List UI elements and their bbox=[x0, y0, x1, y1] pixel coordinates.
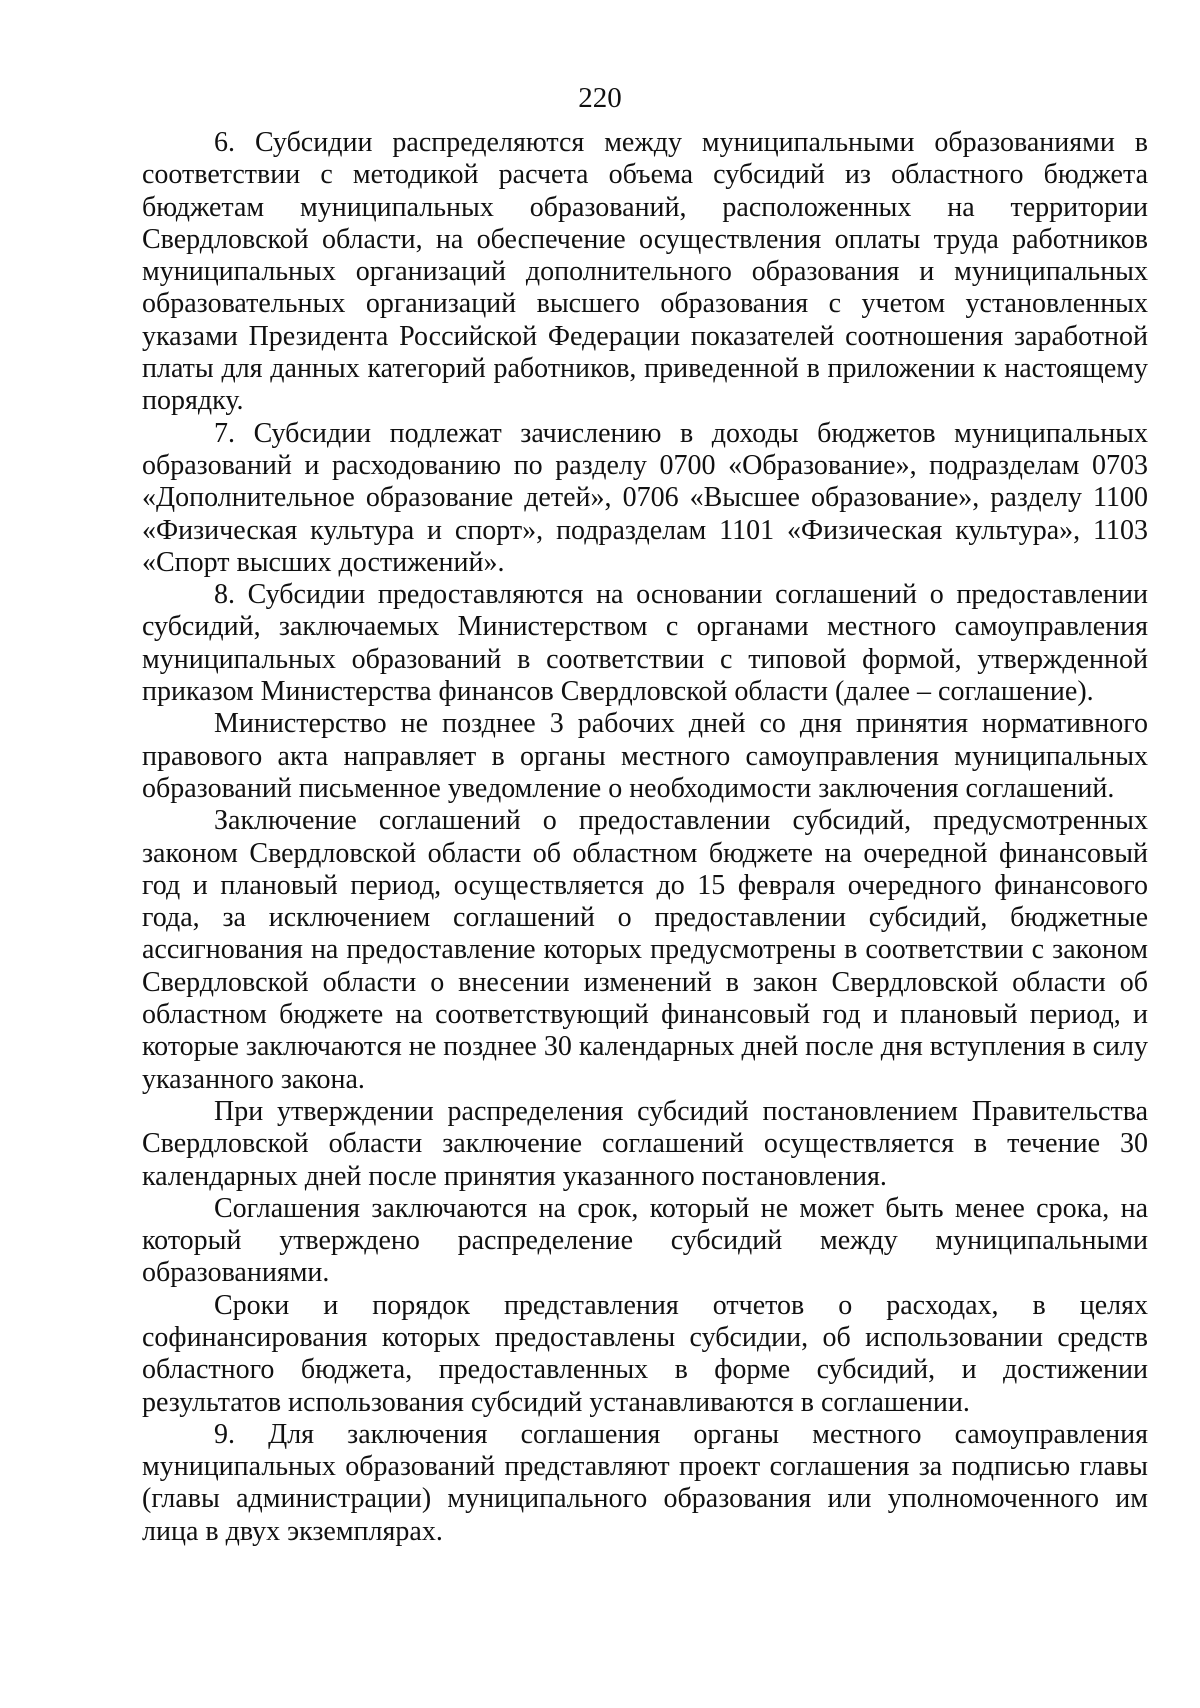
paragraph-8: 8. Субсидии предоставляются на основании соглашений о предоставлении субсидий, заключаемых Министерством с органами местного самоуправления муниципальных образований в соответствии с типовой формой, утвержденной приказом Министерства финансов Свердловской области (далее – соглашение). bbox=[142, 579, 1148, 708]
paragraph-reporting: Сроки и порядок представления отчетов о расходах, в целях софинансирования которых предоставлены субсидии, об использовании средств областного бюджета, предоставленных в форме субсидий, и достижении результатов использования субсидий устанавливаются в соглашении. bbox=[142, 1289, 1148, 1418]
paragraph-agreement-deadline: Заключение соглашений о предоставлении субсидий, предусмотренных законом Свердловской области об областном бюджете на очередной финансовый год и плановый период, осуществляется до 15 февраля очередного финансового года, за исключением соглашений о предоставлении субсидий, бюджетные ассигнования на предоставление которых предусмотрены в соответствии с законом Свердловской области о внесении изменений в закон Свердловской области об областном бюджете на соответствующий финансовый год и плановый период, и которые заключаются не позднее 30 календарных дней после дня вступления в силу указанного закона. bbox=[142, 805, 1148, 1095]
paragraph-9: 9. Для заключения соглашения органы местного самоуправления муниципальных образований представляют проект соглашения за подписью главы (главы администрации) муниципального образования или уполномоченного им лица в двух экземплярах. bbox=[142, 1418, 1148, 1547]
paragraph-government-decree: При утверждении распределения субсидий постановлением Правительства Свердловской области заключение соглашений осуществляется в течение 30 календарных дней после принятия указанного постановления. bbox=[142, 1095, 1148, 1192]
paragraph-ministry-notice: Министерство не позднее 3 рабочих дней со дня принятия нормативного правового акта направляет в органы местного самоуправления муниципальных образований письменное уведомление о необходимости заключения соглашений. bbox=[142, 708, 1148, 804]
page-number: 220 bbox=[578, 82, 622, 114]
paragraph-7: 7. Субсидии подлежат зачислению в доходы бюджетов муниципальных образований и расходованию по разделу 0700 «Образование», подразделам 0703 «Дополнительное образование детей», 0706 «Высшее образование», разделу 1100 «Физическая культура и спорт», подразделам 1101 «Физическая культура», 1103 «Спорт высших достижений». bbox=[142, 417, 1148, 578]
document-body bbox=[142, 127, 1148, 1548]
paragraph-6: 6. Субсидии распределяются между муниципальными образованиями в соответствии с методикой расчета объема субсидий из областного бюджета бюджетам муниципальных образований, расположенных на территории Свердловской области, на обеспечение осуществления оплаты труда работников муниципальных организаций дополнительного образования и муниципальных образовательных организаций высшего образования с учетом установленных указами Президента Российской Федерации показателей соотношения заработной платы для данных категорий работников, приведенной в приложении к настоящему порядку. bbox=[142, 127, 1148, 417]
paragraph-agreement-term: Соглашения заключаются на срок, который не может быть менее срока, на который утверждено распределение субсидий между муниципальными образованиями. bbox=[142, 1192, 1148, 1289]
